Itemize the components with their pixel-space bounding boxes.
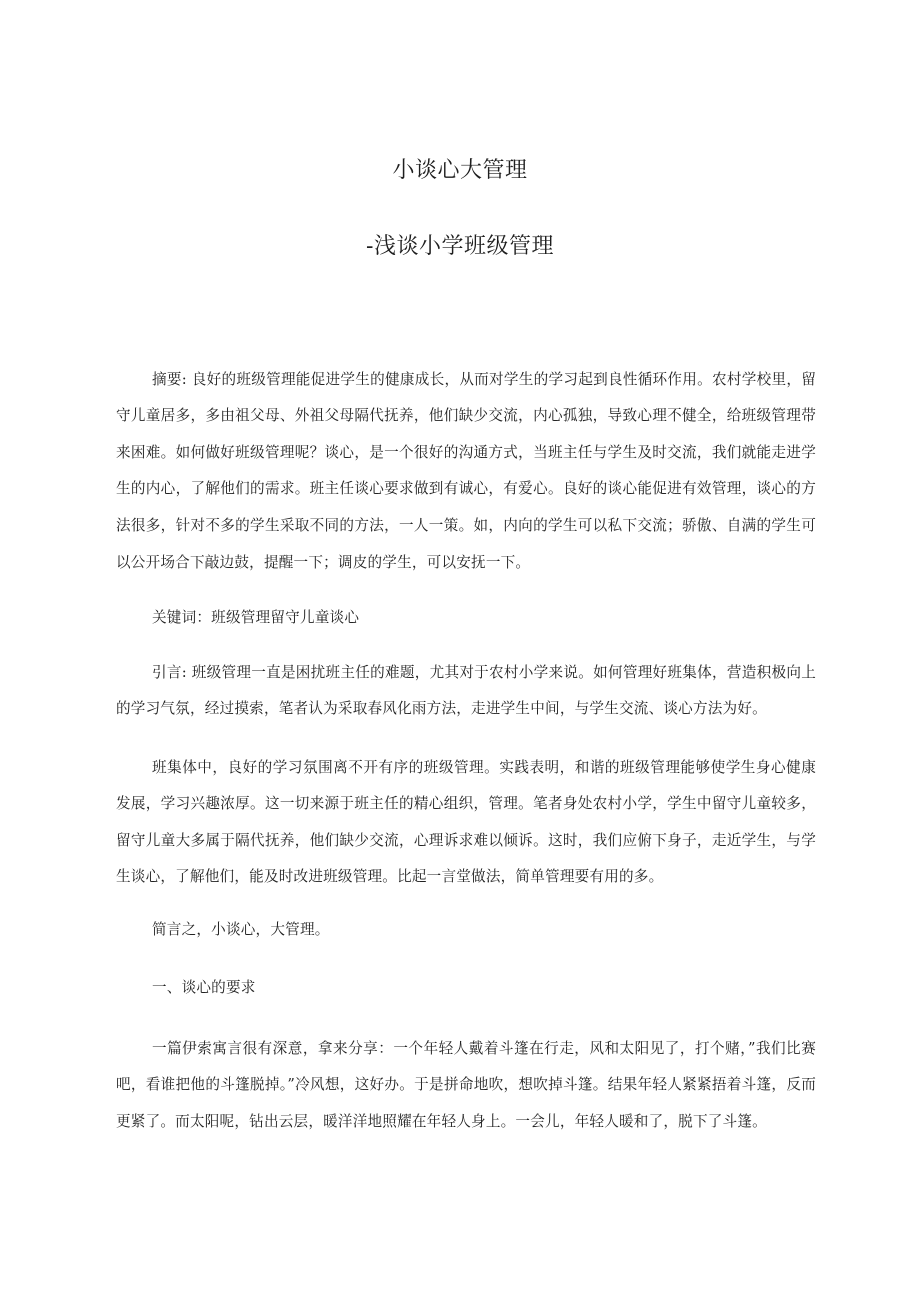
document-subtitle: -浅谈小学班级管理: [366, 234, 554, 259]
keywords-paragraph: 关键词：班级管理留守儿童谈心: [152, 608, 360, 626]
section-heading: 一、谈心的要求: [152, 978, 256, 996]
document-title: 小谈心大管理: [392, 158, 528, 183]
body-paragraph: 班集体中，良好的学习氛围离不开有序的班级管理。实践表明，和谐的班级管理能够使学生身心健康发展，学习兴趣浓厚。这一切来源于班主任的精心组织，管理。笔者身处农村小学，学生中留守儿童较多，留守儿童大多属于隔代抚养，他们缺少交流，心理诉求难以倾诉。这时，我们应俯下身子，走近学生，与学生谈心，了解他们，能及时改进班级管理。比起一言堂做法，简单管理要有用的多。: [116, 758, 816, 886]
story-paragraph: 一篇伊索寓言很有深意，拿来分享：一个年轻人戴着斗篷在行走，风和太阳见了，打个赌，”我们比赛吧，看谁把他的斗篷脱掉。”冷风想，这好办。于是拼命地吹，想吹掉斗篷。结果年轻人紧紧捂着斗篷，反而更紧了。而太阳呢，钻出云层，暖洋洋地照耀在年轻人身上。一会儿，年轻人暖和了，脱下了斗篷。: [116, 1039, 816, 1130]
abstract-paragraph: 摘要: 良好的班级管理能促进学生的健康成长，从而对学生的学习起到良性循环作用。农村学校里，留守儿童居多，多由祖父母、外祖父母隔代抚养，他们缺少交流，内心孤独，导致心理不健全，给班级管理带来困难。如何做好班级管理呢？谈心，是一个很好的沟通方式，当班主任与学生及时交流，我们就能走进学生的内心，了解他们的需求。班主任谈心要求做到有诚心，有爱心。良好的谈心能促进有效管理，谈心的方法很多，针对不多的学生采取不同的方法，一人一策。如，内向的学生可以私下交流；骄傲、自满的学生可以公开场合下敲边鼓，提醒一下；调皮的学生，可以安抚一下。: [116, 370, 816, 571]
introduction-paragraph: 引言: 班级管理一直是困扰班主任的难题，尤其对于农村小学来说。如何管理好班集体，营造积极向上的学习气氛，经过摸索，笔者认为采取春风化雨方法，走进学生中间，与学生交流、谈心方法为好。: [116, 663, 816, 718]
summary-paragraph: 简言之，小谈心，大管理。: [152, 920, 330, 938]
